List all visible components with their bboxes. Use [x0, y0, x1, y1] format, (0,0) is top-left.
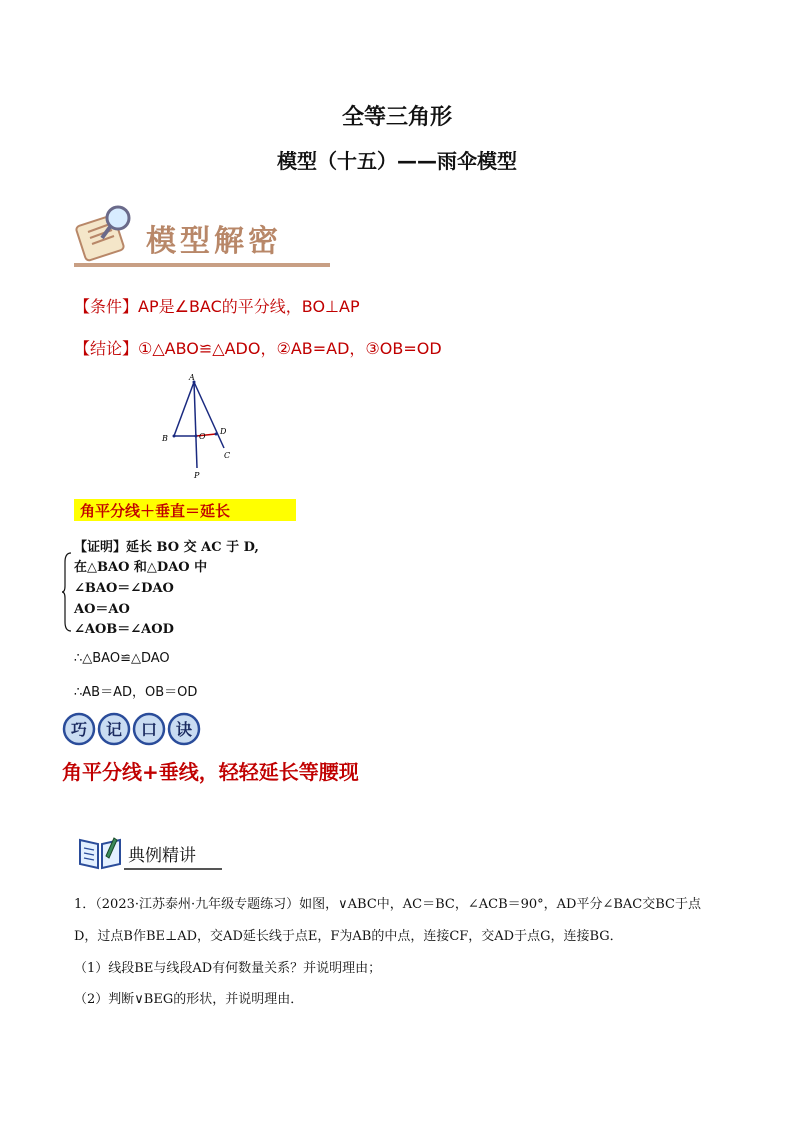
banner-label: 模型解密: [146, 224, 282, 259]
page-subtitle: 模型（十五）——雨伞模型: [277, 149, 517, 173]
proof-step1: ∠BAO＝∠DAO: [74, 581, 174, 596]
brace-icon: [62, 552, 72, 632]
conclusion-line: [74, 336, 442, 359]
banner-underline: [74, 263, 330, 267]
svg-text:口: 口: [140, 720, 158, 739]
example-section-underline: [124, 868, 222, 870]
label-a: A: [189, 373, 195, 382]
svg-text:记: 记: [105, 720, 123, 739]
badge-kou: [134, 714, 164, 744]
example-question1: （1）线段BE与线段AD有何数量关系？并说明理由；: [74, 961, 382, 976]
proof-result2: ∴AB＝AD，OB＝OD: [74, 685, 198, 700]
svg-text:巧: 巧: [70, 720, 88, 739]
label-p: P: [194, 471, 200, 480]
example-section-header: [76, 828, 224, 872]
segment-ab: [174, 382, 194, 436]
condition-line: [74, 294, 360, 317]
open-book-icon: [76, 828, 124, 872]
umbrella-model-figure: [154, 372, 244, 484]
conclusion-tag: 【结论】: [74, 339, 139, 358]
section-banner: [74, 202, 330, 268]
label-c: C: [224, 451, 231, 460]
segment-ap: [194, 382, 197, 468]
conclusion-text: ①△ABO≌△ADO，②AB=AD，③OB=OD: [138, 339, 442, 358]
example-section-label: 典例精讲: [128, 846, 196, 866]
badge-jue: [169, 714, 199, 744]
proof-line2: 在△BAO 和△DAO 中: [74, 560, 208, 575]
rhyme-badges: [62, 712, 202, 746]
proof-step3: ∠AOB＝∠AOD: [74, 622, 174, 637]
page-title: 全等三角形: [341, 105, 452, 130]
label-o: O: [199, 432, 206, 441]
condition-text: AP是∠BAC的平分线，BO⊥AP: [138, 297, 360, 316]
example-line1: 1．（2023·江苏泰州·九年级专题练习）如图，∨ABC中，AC＝BC，∠ACB＝90°，AD平分∠BAC交BC于点: [74, 897, 701, 912]
rhyme-text: 角平分线+垂线，轻轻延长等腰现: [62, 760, 359, 784]
proof-intro: 【证明】延长 BO 交 AC 于 D,: [74, 540, 259, 555]
label-d: D: [220, 427, 227, 436]
label-b: B: [162, 434, 168, 443]
example-line2: D，过点B作BE⊥AD，交AD延长线于点E，F为AB的中点，连接CF，交AD于点G，连接BG．: [74, 929, 623, 944]
condition-tag: 【条件】: [74, 297, 139, 316]
badge-qiao: [64, 714, 94, 744]
proof-result1: ∴△BAO≌△DAO: [74, 651, 170, 666]
proof-step2: AO＝AO: [74, 602, 130, 617]
svg-text:诀: 诀: [175, 720, 193, 739]
badge-ji: [99, 714, 129, 744]
example-question2: （2）判断∨BEG的形状，并说明理由．: [74, 992, 304, 1007]
key-highlight: [74, 499, 296, 521]
key-highlight-text: 角平分线＋垂直＝延长: [80, 502, 231, 520]
notebook-magnifier-icon: [74, 202, 138, 262]
